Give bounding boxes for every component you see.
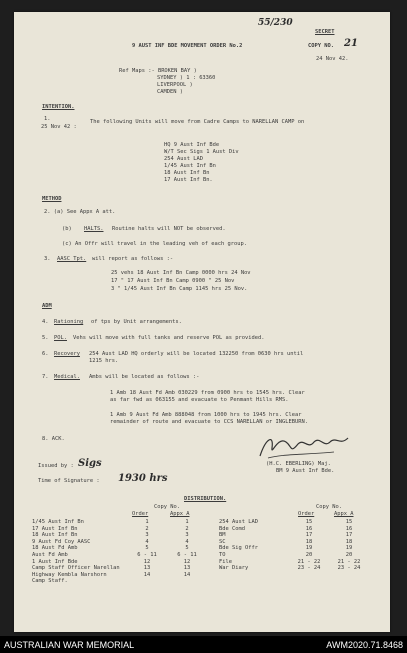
- moving-unit: W/T Sec Sigs 1 Aust Div: [164, 149, 239, 155]
- copy-label: COPY NO.: [308, 43, 334, 49]
- distribution-unit: 18 Aust Inf Bn: [32, 532, 78, 539]
- time-label: Time of Signature :: [38, 478, 100, 484]
- distribution-unit: 9 Aust Fd Coy AASC: [32, 538, 91, 545]
- issued-value: Sigs: [78, 458, 102, 469]
- distribution-appx-copy: 5: [185, 545, 189, 552]
- method-2b-head: HALTS.: [84, 226, 104, 232]
- method-2a: 2. (a) See Appx A att.: [44, 209, 116, 215]
- distribution-order-copy: 15: [305, 519, 313, 525]
- distribution-order-copy: 2: [145, 525, 149, 532]
- adm-4-text: of tps by Unit arrangements.: [91, 319, 182, 325]
- adm-heading: ADM: [42, 303, 52, 309]
- issued-label: Issued by :: [38, 463, 74, 469]
- adm-6-label: 6.: [42, 351, 49, 357]
- ref-map-1: Ref Maps :- BROKEN BAY ): [119, 68, 197, 74]
- method-heading: METHOD: [42, 196, 62, 202]
- moving-unit: HQ 9 Aust Inf Bde: [164, 142, 220, 148]
- distribution-order-copy: 14: [143, 571, 151, 578]
- footer-item-id: AWM2020.71.8468: [326, 640, 403, 650]
- distribution-order-copy: 20: [305, 551, 313, 558]
- distribution-unit: Camp Staff.: [32, 578, 68, 585]
- adm-7-label: 7.: [42, 374, 49, 380]
- right-units-column: [219, 519, 258, 572]
- signature-image: [252, 428, 352, 464]
- archive-footer: [0, 636, 407, 653]
- adm-5-label: 5.: [42, 335, 49, 341]
- distribution-unit: Aust Fd Amb: [32, 551, 68, 558]
- document-page: [14, 12, 390, 632]
- distribution-unit: 1 Aust Inf Bde: [32, 558, 78, 565]
- time-value: 1930 hrs: [118, 473, 168, 484]
- distribution-order-copy: 3: [145, 532, 149, 539]
- distribution-unit: 254 Aust LAD: [219, 519, 258, 525]
- footer-archive-name: AUSTRALIAN WAR MEMORIAL: [4, 640, 135, 650]
- distribution-order-copy: 23 - 24: [297, 565, 321, 572]
- distribution-unit: War Diary: [219, 565, 249, 572]
- distribution-appx-copy: 4: [185, 538, 189, 545]
- distribution-appx-copy: 23 - 24: [337, 565, 361, 572]
- distribution-order-copy: 5: [145, 545, 149, 552]
- ref-number: 55/230: [258, 18, 293, 28]
- left-appx-header: Appx A: [170, 511, 190, 517]
- distribution-heading: DISTRIBUTION.: [184, 496, 227, 502]
- intention-heading: INTENTION.: [42, 104, 75, 110]
- left-order-header: Order: [132, 511, 149, 517]
- distribution-order-copy: 1: [145, 519, 149, 525]
- distribution-unit: 17 Aust Inf Bn: [32, 525, 78, 532]
- ref-map-3: LIVERPOOL ): [157, 82, 193, 88]
- ack: 8. ACK.: [42, 436, 65, 442]
- distribution-appx-copy: [170, 578, 204, 585]
- distribution-appx-copy: 13: [183, 565, 191, 572]
- distribution-appx-copy: 20: [345, 551, 353, 558]
- transport-line: 25 vehs 18 Aust Inf Bn Camp 0000 hrs 24 Nov: [111, 270, 251, 276]
- order-title: 9 AUST INF BDE MOVEMENT ORDER No.2: [132, 43, 243, 49]
- signatory-role: BM 9 Aust Inf Bde.: [276, 468, 335, 474]
- distribution-order-copy: 16: [305, 525, 313, 532]
- left-units-column: [32, 519, 120, 585]
- distribution-unit: 18 Aust Fd Amb: [32, 545, 78, 552]
- adm-6-text: 254 Aust LAD HQ orderly will be located 132250 from 0630 hrs until: [89, 351, 304, 357]
- distribution-unit: Camp Staff Officer Narellan: [32, 565, 120, 572]
- right-order-column: [294, 519, 324, 572]
- distribution-order-copy: 13: [143, 565, 151, 572]
- distribution-unit: BM: [219, 532, 226, 539]
- method-3-label: 3.: [44, 256, 51, 262]
- distribution-appx-copy: 16: [345, 525, 353, 532]
- adm-7-head: Medical.: [54, 374, 80, 380]
- distribution-order-copy: 4: [145, 538, 149, 545]
- intention-date: 25 Nov 42 :: [41, 124, 77, 130]
- moving-unit: 1/45 Aust Inf Bn: [164, 163, 216, 169]
- distribution-appx-copy: 14: [183, 571, 191, 578]
- medical-2b: remainder of route and evacuate to CCS NARELLAN or INGLEBURN.: [110, 419, 308, 425]
- method-2b-label: (b): [62, 226, 72, 232]
- distribution-appx-copy: 6 - 11: [177, 551, 197, 558]
- copy-number: 21: [344, 38, 358, 49]
- medical-2: 1 Amb 9 Aust Fd Amb 888048 from 1000 hrs to 1945 hrs. Clear: [110, 412, 302, 418]
- distribution-order-copy: 21 - 22: [297, 558, 321, 565]
- distribution-order-copy: 17: [305, 532, 313, 539]
- distribution-appx-copy: 19: [345, 545, 353, 552]
- right-order-header: Order: [298, 511, 315, 517]
- adm-5-text: Vehs will move with full tanks and reserve POL as provided.: [73, 335, 265, 341]
- adm-7-text: Ambs will be located as follows :-: [89, 374, 200, 380]
- distribution-unit: TO: [219, 551, 226, 558]
- distribution-unit: SC: [219, 538, 226, 545]
- adm-4-label: 4.: [42, 319, 49, 325]
- right-copy-header: Copy No.: [316, 504, 342, 510]
- distribution-order-copy: 6 - 11: [137, 551, 157, 558]
- order-date: 24 Nov 42.: [316, 56, 349, 62]
- distribution-appx-copy: 17: [345, 532, 353, 539]
- distribution-unit: Bde Sig Offr: [219, 545, 258, 552]
- right-appx-header: Appx A: [334, 511, 354, 517]
- adm-6-head: Recovery: [54, 351, 80, 357]
- left-appx-column: [170, 519, 204, 585]
- method-2b-text: Routine halts will NOT be observed.: [112, 226, 226, 232]
- adm-4-head: Rationing: [54, 319, 84, 325]
- intention-text: The following Units will move from Cadre Camps to NARELLAN CAMP on: [90, 119, 305, 125]
- medical-1b: as far fwd as 063155 and evacuate to Penmant Hills RMS.: [110, 397, 289, 403]
- ref-map-4: CAMDEN ): [157, 89, 183, 95]
- intention-number: 1.: [44, 116, 51, 122]
- transport-line: 17 " 17 Aust Inf Bn Camp 0900 " 25 Nov: [111, 278, 235, 284]
- ref-map-2: SYDNEY ) 1 : 63360: [157, 75, 216, 81]
- left-order-column: [132, 519, 162, 585]
- moving-unit: 18 Aust Inf Bn: [164, 170, 210, 176]
- distribution-appx-copy: 15: [345, 519, 353, 525]
- moving-unit: 17 Aust Inf Bn.: [164, 177, 213, 183]
- distribution-appx-copy: 12: [183, 558, 191, 565]
- distribution-unit: Bde Comd: [219, 525, 245, 532]
- distribution-unit: File: [219, 558, 232, 565]
- adm-6-text-2: 1215 hrs.: [89, 358, 119, 364]
- distribution-order-copy: 19: [305, 545, 313, 552]
- distribution-appx-copy: 18: [345, 538, 353, 545]
- transport-line: 3 " 1/45 Aust Inf Bn Camp 1145 hrs 25 Nov.: [111, 286, 248, 292]
- signatory-name: (H.C. EBERLING) Maj.: [266, 461, 331, 467]
- distribution-appx-copy: 1: [185, 519, 189, 525]
- method-3-text: will report as follows :-: [92, 256, 174, 262]
- distribution-appx-copy: 3: [185, 532, 189, 539]
- distribution-unit: 1/45 Aust Inf Bn: [32, 519, 84, 525]
- distribution-unit: Highway Kembla Narshorn: [32, 571, 107, 578]
- distribution-order-copy: [132, 578, 162, 585]
- distribution-appx-copy: 21 - 22: [337, 558, 361, 565]
- distribution-order-copy: 12: [143, 558, 151, 565]
- distribution-order-copy: 18: [305, 538, 313, 545]
- distribution-appx-copy: 2: [185, 525, 189, 532]
- adm-5-head: POL.: [54, 335, 67, 341]
- method-3-head: AASC Tpt.: [57, 256, 87, 262]
- left-copy-header: Copy No.: [154, 504, 180, 510]
- moving-unit: 254 Aust LAD: [164, 156, 203, 162]
- secret-mark: SECRET: [315, 29, 335, 35]
- right-appx-column: [332, 519, 366, 572]
- method-2c: (c) An Offr will travel in the leading veh of each group.: [62, 241, 247, 247]
- medical-1: 1 Amb 18 Aust Fd Amb 030229 from 0900 hrs to 1545 hrs. Clear: [110, 390, 305, 396]
